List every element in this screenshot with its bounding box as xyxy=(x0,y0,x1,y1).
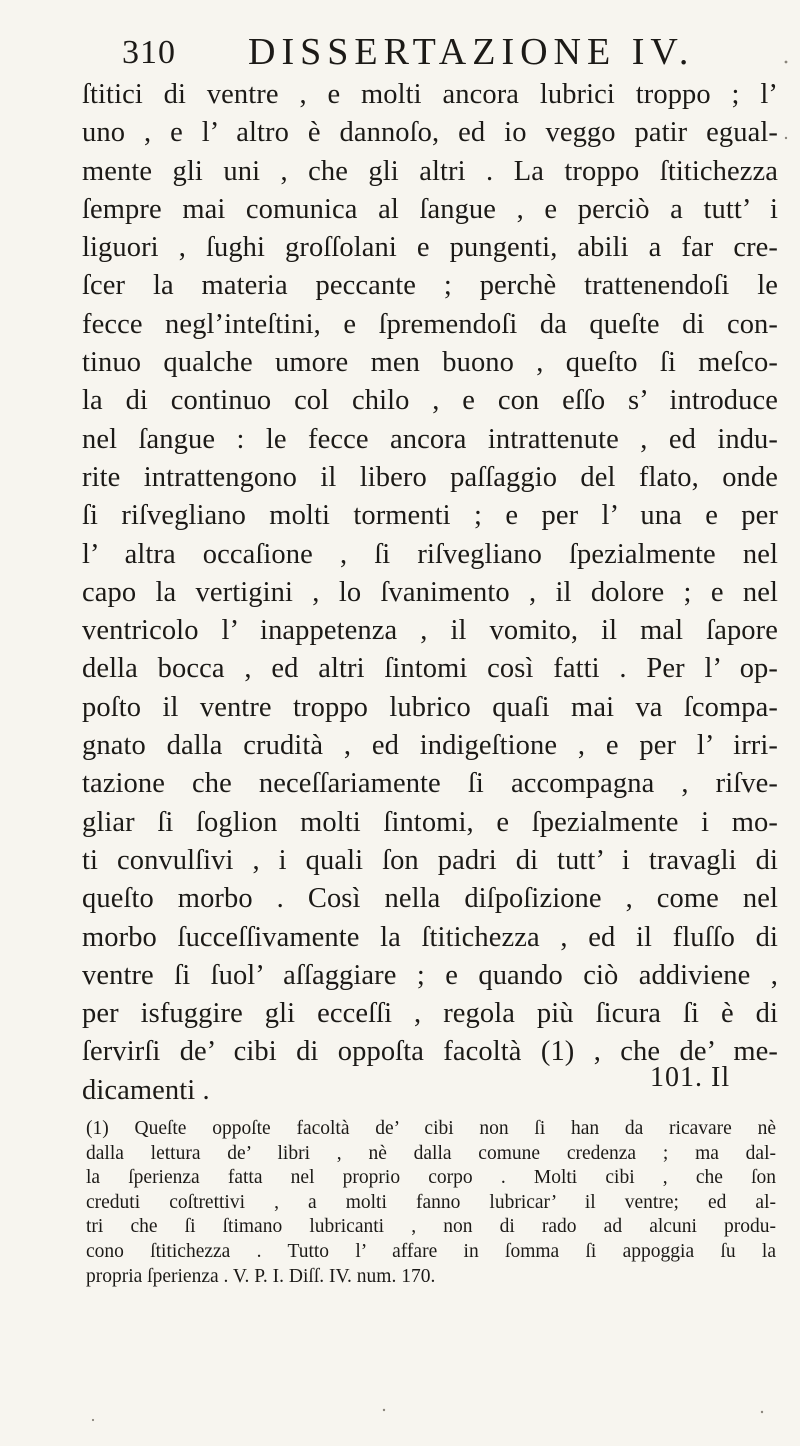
text-line: l’ altra occaſione , ſi riſvegliano ſpezialmente nel xyxy=(82,538,778,570)
footnote-line: cono ſtitichezza . Tutto l’ affare in ſomma ſi appoggia ſu la xyxy=(86,1240,776,1262)
text-line: la di continuo col chilo , e con eſſo s’ introduce xyxy=(82,385,778,417)
text-line: ſempre mai comunica al ſangue , e perciò a tutt’ i xyxy=(82,193,778,225)
text-line: per isfuggire gli ecceſſi , regola più ſicura ſi è di xyxy=(82,998,778,1030)
text-line: queſto morbo . Così nella diſpoſizione , come nel xyxy=(82,883,778,915)
paper-speck xyxy=(785,137,787,139)
body-text xyxy=(82,76,778,1110)
footnote-line: creduti coſtrettivi , a molti fanno lubricar’ il ventre; ed al- xyxy=(86,1191,776,1213)
footnote-line: (1) Queſte oppoſte facoltà de’ cibi non ſi han da ricavare nè xyxy=(86,1118,776,1139)
paper-speck xyxy=(761,1411,763,1413)
text-line: fecce negl’inteſtini, e ſpremendoſi da queſte di con- xyxy=(82,308,778,340)
text-line: ſervirſi de’ cibi di oppoſta facoltà (1) , che de’ me- xyxy=(82,1036,778,1068)
text-line: nel ſangue : le fecce ancora intrattenute , ed indu- xyxy=(82,423,778,455)
text-line: uno , e l’ altro è dannoſo, ed io veggo patir egual- xyxy=(82,117,778,149)
text-line: tazione che neceſſariamente ſi accompagna , riſve- xyxy=(82,768,778,800)
text-line: ventricolo l’ inappetenza , il vomito, il mal ſapore xyxy=(82,615,778,647)
text-line: gnato dalla crudità , ed indigeſtione , e per l’ irri- xyxy=(82,730,778,762)
text-line: capo la vertigini , lo ſvanimento , il dolore ; e nel xyxy=(82,576,778,608)
page-header xyxy=(122,14,742,74)
footnote xyxy=(86,1117,776,1289)
section-catchword: 101. Il xyxy=(650,1062,731,1093)
text-line: gliar ſi ſoglion molti ſintomi, e ſpezialmente i mo- xyxy=(82,806,778,838)
paper-speck xyxy=(92,1419,94,1421)
footnote-line: la ſperienza fatta nel proprio corpo . Molti cibi , che ſon xyxy=(86,1167,776,1189)
footnote-line: dalla lettura de’ libri , nè dalla comune credenza ; ma dal- xyxy=(86,1142,776,1164)
text-line: liguori , ſughi groſſolani e pungenti, abili a far cre- xyxy=(82,232,778,264)
text-line: tinuo qualche umore men buono , queſto ſi meſco- xyxy=(82,347,778,379)
text-line: morbo ſucceſſivamente la ſtitichezza , ed il fluſſo di xyxy=(82,921,778,953)
text-line: poſto il ventre troppo lubrico quaſi mai va ſcompa- xyxy=(82,691,778,723)
footnote-line: propria ſperienza . V. P. I. Diſſ. IV. num. 170. xyxy=(86,1265,436,1287)
footnote-line: tri che ſi ſtimano lubricanti , non di rado ad alcuni produ- xyxy=(86,1216,776,1238)
page-number: 310 xyxy=(122,34,176,71)
text-line: ſtitici di ventre , e molti ancora lubrici troppo ; l’ xyxy=(82,79,778,110)
text-line: ſi riſvegliano molti tormenti ; e per l’ una e per xyxy=(82,500,778,532)
text-line: ſcer la materia peccante ; perchè trattenendoſi le xyxy=(82,270,778,302)
paper-speck xyxy=(383,1409,385,1411)
running-head: DISSERTAZIONE IV. xyxy=(248,31,695,73)
text-line: ventre ſi ſuol’ aſſaggiare ; e quando ciò addiviene , xyxy=(82,959,778,991)
text-line: rite intrattengono il libero paſſaggio del flato, onde xyxy=(82,461,778,493)
text-line: della bocca , ed altri ſintomi così fatti . Per l’ op- xyxy=(82,653,778,685)
text-line: ti convulſivi , i quali ſon padri di tutt’ i travagli di xyxy=(82,844,778,876)
paper-speck xyxy=(785,61,788,64)
text-line: dicamenti . xyxy=(82,1074,210,1106)
text-line: mente gli uni , che gli altri . La troppo ſtitichezza xyxy=(82,155,778,187)
